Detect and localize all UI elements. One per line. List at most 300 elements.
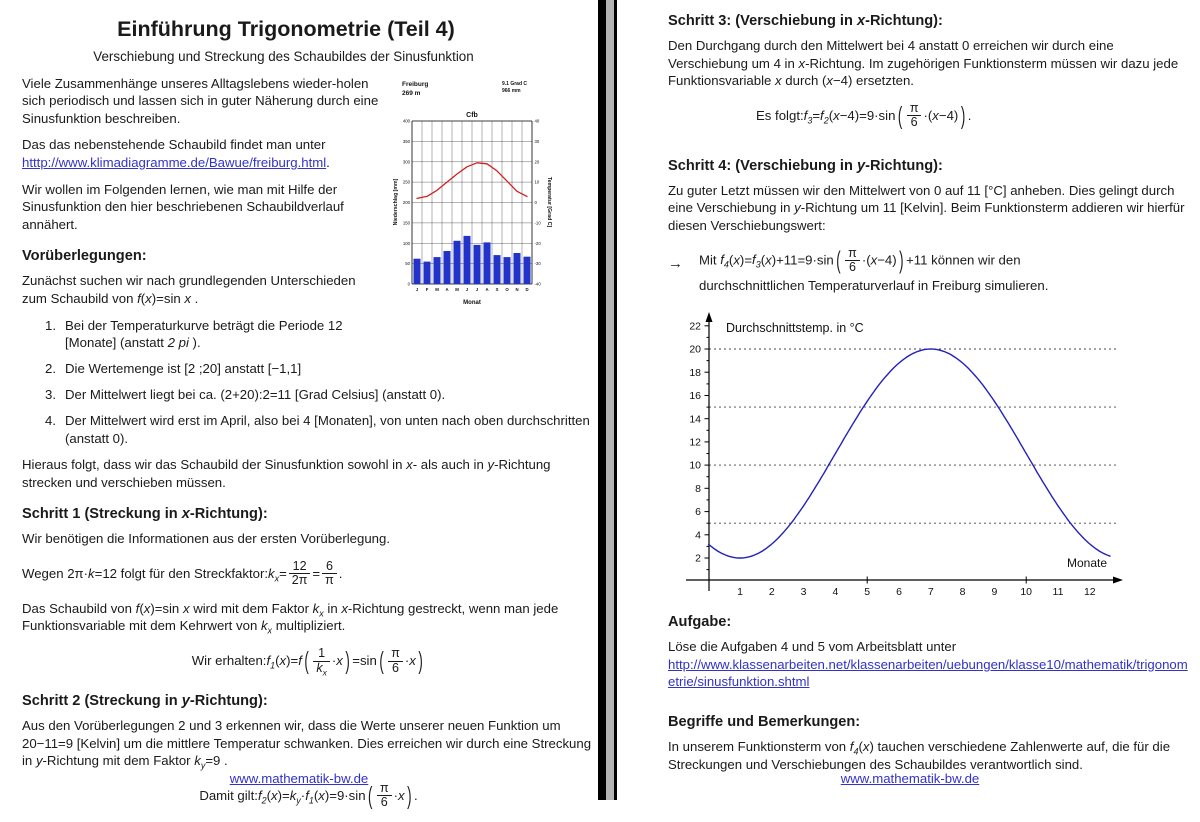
month-letter: O (505, 286, 509, 292)
month-letter: A (485, 286, 489, 292)
x-tick-label: 10 (1020, 585, 1033, 598)
x-tick-label: 4 (832, 585, 839, 598)
temp-axis-label: Temperatur [Grad C] (546, 176, 552, 227)
big-paren: ) (407, 781, 412, 810)
temp-tick-label: -20 (534, 240, 541, 246)
formula-text: ( (313, 788, 319, 804)
formula-text: . (967, 107, 972, 123)
formula-text: =12 folgt für den Streckfaktor: (94, 566, 269, 582)
fraction-numerator (322, 560, 337, 575)
precip-bar (494, 255, 501, 284)
math-subscript: 4 (723, 259, 729, 270)
formula-text: π (325, 573, 334, 588)
footer-left (0, 770, 598, 788)
math-subscript: x (319, 608, 324, 619)
formula-text: Es folgt: (756, 107, 804, 123)
month-letter: J (475, 286, 479, 292)
math-var: y (487, 457, 495, 473)
formula-text: 6 (392, 660, 400, 675)
math-var: x (181, 506, 190, 523)
math-var: k (88, 566, 95, 582)
math-subscript: 1 (270, 660, 276, 671)
math-var: x (798, 55, 806, 71)
math-var: f (135, 600, 140, 616)
big-paren: ( (897, 100, 903, 130)
precip-tick-label: 300 (402, 158, 410, 164)
formula-text: =sin (352, 653, 377, 669)
formula-text: Wegen 2π· (22, 566, 89, 582)
temp-tick-label: 40 (534, 118, 540, 124)
formula-text: · (404, 653, 410, 669)
fraction-denominator (322, 574, 337, 588)
precip-bar (444, 251, 451, 284)
math-var: $f_2$ (820, 107, 829, 126)
y-tick-label: 12 (689, 436, 701, 449)
formula-text: . (190, 290, 199, 306)
y-tick-label: 20 (689, 343, 701, 356)
month-letter: J (415, 286, 419, 292)
mathematik-bw-link[interactable]: www.mathematik-bw.de (229, 771, 369, 786)
math-var: x (279, 653, 287, 669)
intro-paragraph-3: Wir wollen im Folgenden lernen, wie man mit Hilfe der Sinusfunktion den hier beschriebenen Schaubildverlauf annähert. (22, 181, 344, 232)
formula-text: ·( (861, 252, 871, 268)
step4-result-formula (699, 247, 1190, 297)
math-var: $k_y$ (194, 753, 206, 771)
fraction (289, 560, 311, 588)
formula-text: ( (858, 739, 863, 755)
list-item-text (65, 386, 595, 404)
formula-text: Hieraus folgt, dass wir das Schaubild der Sinusfunktion sowohl in (22, 457, 407, 473)
step3-result-formula (756, 99, 1190, 133)
formula-text: )=sin (151, 290, 185, 306)
klassenarbeiten-link[interactable]: http://www.klassenarbeiten.net/klassenarbeiten/uebungen/klasse10/mathematik/trigonometrie/sinusfunktion.shtml (668, 656, 1188, 690)
formula-text: Wir erhalten: (191, 653, 267, 669)
y-tick-label: 16 (689, 389, 701, 402)
fraction-numerator (289, 560, 311, 575)
step4-result-row (668, 247, 1190, 297)
temperature-chart-figure (682, 311, 1190, 608)
formula-text: π (379, 780, 389, 795)
y-tick-label: 18 (689, 366, 701, 379)
math-var: x (826, 73, 833, 89)
precip-bar (434, 257, 441, 284)
sine-curve (708, 349, 1110, 558)
voruberlegungen-heading: Vorüberlegungen: (22, 248, 147, 265)
precip-tick-label: 50 (405, 260, 410, 266)
list-item-text (65, 360, 595, 378)
precip-tick-label: 400 (402, 118, 410, 124)
month-letter: D (525, 286, 529, 292)
formula-text: tauchen verschiedene Zahlenwerte auf, die für die Streckungen und Verschiebungen des Schaubildes verantwortlich sind. (668, 739, 1171, 772)
big-paren: ( (379, 646, 384, 675)
formula-text: )=9·sin (324, 788, 366, 804)
x-tick-label: 3 (800, 585, 807, 598)
month-letter: A (445, 286, 449, 292)
math-var: x (862, 739, 870, 755)
formula-text: -Richtung): (189, 506, 268, 523)
formula-text: . (338, 566, 343, 582)
formula-text: π (391, 646, 400, 661)
document-title: Einführung Trigonometrie (Teil 4) (117, 17, 455, 41)
math-var: x (932, 107, 939, 123)
temp-tick-label: -40 (534, 281, 541, 287)
formula-text: ( (728, 252, 734, 268)
formula-text: -Richtung mit dem Faktor (42, 753, 195, 769)
formula-text: . (414, 788, 418, 804)
formula-text: )= (277, 788, 290, 804)
fraction-denominator (845, 261, 860, 275)
y-tick-label: 22 (689, 320, 701, 333)
list-item-text (65, 412, 595, 447)
temp-tick-label: 30 (534, 138, 540, 144)
formula-text: Der Mittelwert wird erst im April, also bei 4 [Monaten], von unten nach oben durchschritten (anstatt 0). (65, 413, 590, 446)
formula-text: π (848, 245, 857, 260)
math-var: 2 pi (167, 335, 189, 351)
precip-tick-label: 200 (402, 199, 410, 205)
formula-text: · (331, 653, 337, 669)
formula-text: ) (869, 739, 874, 755)
footer-right (620, 770, 1200, 788)
formula-text: )+11=9·sin (771, 252, 834, 268)
aufgabe-link-paragraph (668, 656, 1190, 691)
formula-text: 2π (291, 573, 308, 588)
formula-text: −4)=9·sin (839, 107, 896, 123)
y-tick-label: 8 (695, 482, 701, 495)
conclusion-paragraph (22, 456, 595, 491)
math-var: $f_1$ (266, 653, 276, 671)
math-subscript: 2 (823, 115, 829, 126)
step1-heading (22, 505, 595, 523)
big-paren: ) (960, 100, 966, 130)
station-name: Freiburg (402, 80, 429, 88)
math-var: $f_4$ (720, 252, 729, 270)
temperature-simulation-chart (682, 311, 1152, 603)
list-item-number: 2. (45, 361, 56, 377)
math-var: x (271, 788, 278, 804)
month-letter: F (425, 286, 429, 292)
math-var: x (870, 252, 878, 268)
formula-text: = (312, 566, 321, 582)
formula-text: +11 können wir den (906, 252, 1021, 268)
math-subscript: y (296, 795, 301, 806)
begriffe-paragraph (668, 738, 1190, 773)
step4-paragraph (668, 182, 1190, 235)
formula-text: Zu guter Letzt müssen wir den Mittelwert von 0 auf 11 [°C] anheben. Dies gelingt durch eine Verschiebung in (668, 182, 1175, 216)
math-subscript: x (267, 626, 273, 637)
math-var: x (765, 252, 772, 268)
formula-text: Mit (699, 252, 721, 268)
math-subscript: 3 (755, 259, 761, 270)
formula-text: )= (286, 653, 299, 669)
precip-bar (484, 242, 491, 284)
page-divider (598, 0, 617, 800)
list-item-number: 1. (45, 317, 56, 333)
fraction (322, 560, 337, 588)
math-var: x (182, 600, 190, 616)
precip-bar (454, 240, 461, 283)
list-item (22, 412, 595, 447)
formula-text: ( (266, 788, 272, 804)
big-paren: ) (345, 646, 350, 675)
precip-bar (464, 235, 471, 283)
fraction-denominator (907, 116, 922, 130)
math-var: y (856, 157, 866, 174)
temp-tick-label: -10 (534, 220, 541, 226)
math-var: x (318, 788, 325, 804)
math-subscript: y (200, 760, 206, 771)
formula-text: Schritt 4: (Verschiebung in (668, 157, 857, 174)
formula-text: Zunächst suchen wir nach grundlegenden Unterschieden zum Schaubild von (22, 273, 356, 306)
y-tick-label: 4 (695, 529, 701, 542)
step1-result-formula (22, 644, 595, 678)
aufgabe-text: Löse die Aufgaben 4 und 5 vom Arbeitsblatt unter (668, 639, 957, 655)
formula-text: ( (828, 107, 834, 123)
math-var: $k_x$ (312, 600, 324, 619)
chart-title: Durchschnittstemp. in °C (726, 320, 864, 335)
precip-bar (414, 258, 421, 283)
formula-text: Der Mittelwert liegt bei ca. (2+20):2=11 [Grad Celsius] (anstatt 0). (65, 387, 446, 403)
math-var: x (833, 107, 840, 123)
month-letter: S (495, 286, 499, 292)
fraction-numerator (313, 647, 330, 662)
formula-text: Das Schaubild von (22, 600, 136, 616)
month-letter: N (515, 286, 519, 292)
math-var: x (184, 290, 191, 306)
big-paren: ( (368, 781, 373, 810)
month-letter: M (435, 286, 439, 292)
fraction (907, 102, 922, 130)
precip-bar (474, 244, 481, 283)
precip-bar (504, 257, 511, 284)
step2-heading (22, 692, 595, 710)
formula-text: 6 (325, 558, 333, 573)
formula-text: · (393, 788, 399, 804)
climate-diagram-chart (390, 75, 555, 315)
x-tick-label: 12 (1083, 585, 1096, 598)
big-paren: ) (418, 646, 423, 675)
y-tick-label: 6 (695, 505, 701, 518)
math-var: y (35, 753, 43, 769)
math-var: y (181, 693, 190, 710)
math-subscript: 3 (807, 115, 813, 126)
y-tick-label: 14 (689, 412, 701, 425)
list-item (22, 317, 382, 352)
formula-text: -Richtung gestreckt, wenn man jede Funktionsvariable mit dem Kehrwert von (22, 600, 559, 634)
math-var: x (143, 600, 151, 616)
formula-text: ( (139, 600, 144, 616)
formula-text: Schritt 3: (Verschiebung in (668, 13, 857, 29)
math-var: $f_2$ (257, 788, 267, 806)
math-var: f (137, 290, 141, 306)
mathematik-bw-link[interactable]: www.mathematik-bw.de (840, 771, 980, 786)
page-left-content (22, 14, 595, 822)
precip-bar (514, 253, 521, 284)
x-tick-label: 6 (896, 585, 902, 598)
y-tick-label: 2 (695, 552, 701, 565)
list-item (22, 386, 595, 404)
math-var: x (733, 252, 740, 268)
big-paren: ( (836, 245, 841, 275)
formula-text: durch ( (781, 73, 827, 89)
x-tick-label: 8 (959, 585, 966, 598)
formula-text: ). (188, 335, 201, 351)
step1-streckfaktor-formula (22, 557, 595, 591)
klimadiagramme-link[interactable]: htttp://www.klimadiagramme.de/Bawue/freiburg.html (22, 154, 327, 170)
formula-text: multipliziert. (272, 618, 346, 634)
formula-text: 6 (380, 795, 388, 810)
right-arrow-icon: → (668, 254, 683, 272)
formula-text: Schritt 2 (Streckung in (22, 693, 182, 710)
precip-tick-label: 350 (402, 138, 410, 144)
formula-text: )=sin (150, 600, 183, 616)
formula-text: ·( (923, 107, 933, 123)
document-subtitle: Verschiebung und Streckung des Schaubildes der Sinusfunktion (93, 49, 474, 64)
page-left (0, 0, 598, 810)
math-var: f (298, 653, 302, 669)
fraction-denominator (313, 662, 330, 676)
step3-heading (668, 12, 1190, 30)
formula-text: in (323, 600, 342, 616)
formula-text: - als auch in (412, 457, 488, 473)
formula-text: -Richtung): (865, 157, 943, 174)
formula-text: -Richtung strecken und verschieben müssen. (22, 457, 551, 490)
fraction (388, 647, 403, 675)
annual-precip: 966 mm (502, 87, 521, 94)
fraction (313, 646, 330, 678)
math-subscript: x (322, 667, 327, 678)
formula-text: π (909, 100, 919, 115)
formula-text: -Richtung): (189, 693, 268, 710)
x-tick-label: 9 (991, 585, 998, 598)
math-var: $f_3$ (752, 252, 761, 270)
math-var: $k_x$ (260, 618, 273, 637)
math-var: $k_x$ (316, 660, 327, 678)
list-item-text (65, 317, 382, 352)
formula-text: Aus den Vorüberlegungen 2 und 3 erkennen wir, dass die Werte unserer neuen Funktion um 20−11=9 [Kelvin] um die mittlere Temperatur schwanken. Dies erreichen wir durch eine Streckung in (22, 718, 592, 769)
annual-mean-temp: 9.1 Grad C (502, 80, 528, 87)
big-paren: ( (304, 646, 309, 675)
math-var: x (398, 788, 405, 804)
precip-bar (524, 256, 531, 283)
precip-tick-label: 0 (407, 281, 410, 287)
formula-text: Schritt 1 (Streckung in (22, 506, 182, 523)
fraction-denominator (388, 662, 403, 676)
list-item-number: 3. (45, 387, 56, 403)
page-right (620, 0, 1200, 800)
temp-tick-label: -30 (534, 260, 541, 266)
aufgabe-heading: Aufgabe: (668, 614, 732, 631)
math-var: $f_1$ (305, 788, 314, 806)
formula-text: Damit gilt: (199, 788, 258, 804)
formula-text: wird mit dem Faktor (189, 600, 313, 616)
formula-text: )= (739, 252, 753, 268)
formula-text: 1 (318, 646, 326, 661)
math-var: $f_4$ (849, 739, 859, 757)
math-var: x (856, 13, 866, 29)
fraction-denominator (289, 574, 311, 588)
formula-text: = (279, 566, 287, 582)
temp-tick-label: 20 (534, 158, 540, 164)
math-var: x (775, 73, 782, 89)
formula-text: -Richtung. Im zugehörigen Funktionsterm müssen wir dazu jede Funktionsvariable (668, 55, 1179, 89)
math-var: $k_y$ (289, 788, 301, 806)
step1-paragraph-2 (22, 600, 595, 635)
precip-axis-label: Niederschlag [mm] (393, 178, 399, 225)
formula-text: · (300, 788, 306, 804)
x-tick-label: 5 (864, 585, 871, 598)
x-tick-label: 2 (768, 585, 775, 598)
formula-text: -Richtung): (865, 13, 943, 29)
math-var: $k_x$ (268, 566, 280, 584)
step3-paragraph (668, 37, 1190, 90)
step1-paragraph-1: Wir benötigen die Informationen aus der ersten Vorüberlegung. (22, 531, 391, 547)
math-subscript: 2 (261, 795, 267, 806)
formula-text: 6 (910, 115, 918, 130)
x-axis-arrow (1113, 576, 1123, 583)
big-paren: ) (899, 245, 904, 275)
formula-text: = (812, 107, 821, 123)
math-subscript: 4 (853, 746, 859, 757)
y-tick-label: 10 (689, 459, 701, 472)
formula-text: ( (760, 252, 766, 268)
math-subscript: x (274, 573, 280, 584)
page-right-content (668, 12, 1190, 782)
formula-text: −4) ersetzten. (832, 73, 914, 89)
formula-text: 12 (292, 558, 307, 573)
temp-tick-label: 0 (534, 199, 537, 205)
formula-text: =9 . (205, 753, 228, 769)
fraction-denominator (377, 796, 392, 810)
list-item-number: 4. (45, 413, 56, 429)
y-axis-arrow (706, 312, 713, 322)
x-tick-label: 11 (1052, 585, 1064, 598)
math-var: x (145, 290, 152, 306)
step4-heading (668, 157, 1190, 175)
x-tick-label: 7 (927, 585, 934, 598)
formula-text: Die Wertemenge ist [2 ;20] anstatt [−1,1] (65, 361, 302, 377)
precip-tick-label: 150 (402, 220, 410, 226)
math-var: x (336, 653, 343, 669)
formula-text: In unserem Funktionsterm von (668, 739, 850, 755)
fraction-numerator (907, 102, 922, 117)
x-tick-label: 1 (737, 585, 743, 598)
formula-text: Bei der Temperaturkurve beträgt die Periode 12 [Monate] (anstatt (65, 317, 343, 351)
fraction (845, 247, 860, 275)
precip-tick-label: 100 (402, 240, 410, 246)
math-var: x (406, 457, 413, 473)
math-var: y (794, 200, 801, 216)
intro-paragraph-2-text: Das das nebenstehende Schaubild findet man unter (22, 137, 326, 153)
intro-paragraph-1: Viele Zusammenhänge unseres Alltagslebens wieder-holen sich periodisch und lassen sich in guter Näherung durch eine Sinusfunktion beschreiben. (22, 75, 379, 126)
precip-bar (424, 261, 431, 283)
begriffe-heading: Begriffe und Bemerkungen: (668, 714, 861, 731)
station-elevation: 269 m (402, 89, 421, 97)
intro-paragraph-2-period: . (326, 154, 330, 170)
formula-text: Den Durchgang durch den Mittelwert bei 4 anstatt 0 erreichen wir durch eine Verschiebung um 4 in (668, 38, 1114, 71)
formula-text: ( (275, 653, 280, 669)
precip-tick-label: 250 (402, 179, 410, 185)
formula-text: durchschnittlichen Temperaturverlauf in Freiburg simulieren. (699, 277, 1049, 293)
fraction-numerator (388, 647, 403, 662)
temp-tick-label: 10 (534, 179, 540, 185)
koeppen-class: Cfb (466, 111, 478, 119)
formula-text: ( (140, 290, 146, 306)
math-var: x (409, 653, 416, 669)
math-var: x (341, 600, 348, 616)
formula-text: -Richtung um 11 [Kelvin]. Beim Funktionsterm addieren wir hierfür diesen Verschiebungswert: (668, 200, 1185, 233)
math-subscript: 1 (308, 795, 314, 806)
formula-text: −4) (877, 252, 897, 268)
